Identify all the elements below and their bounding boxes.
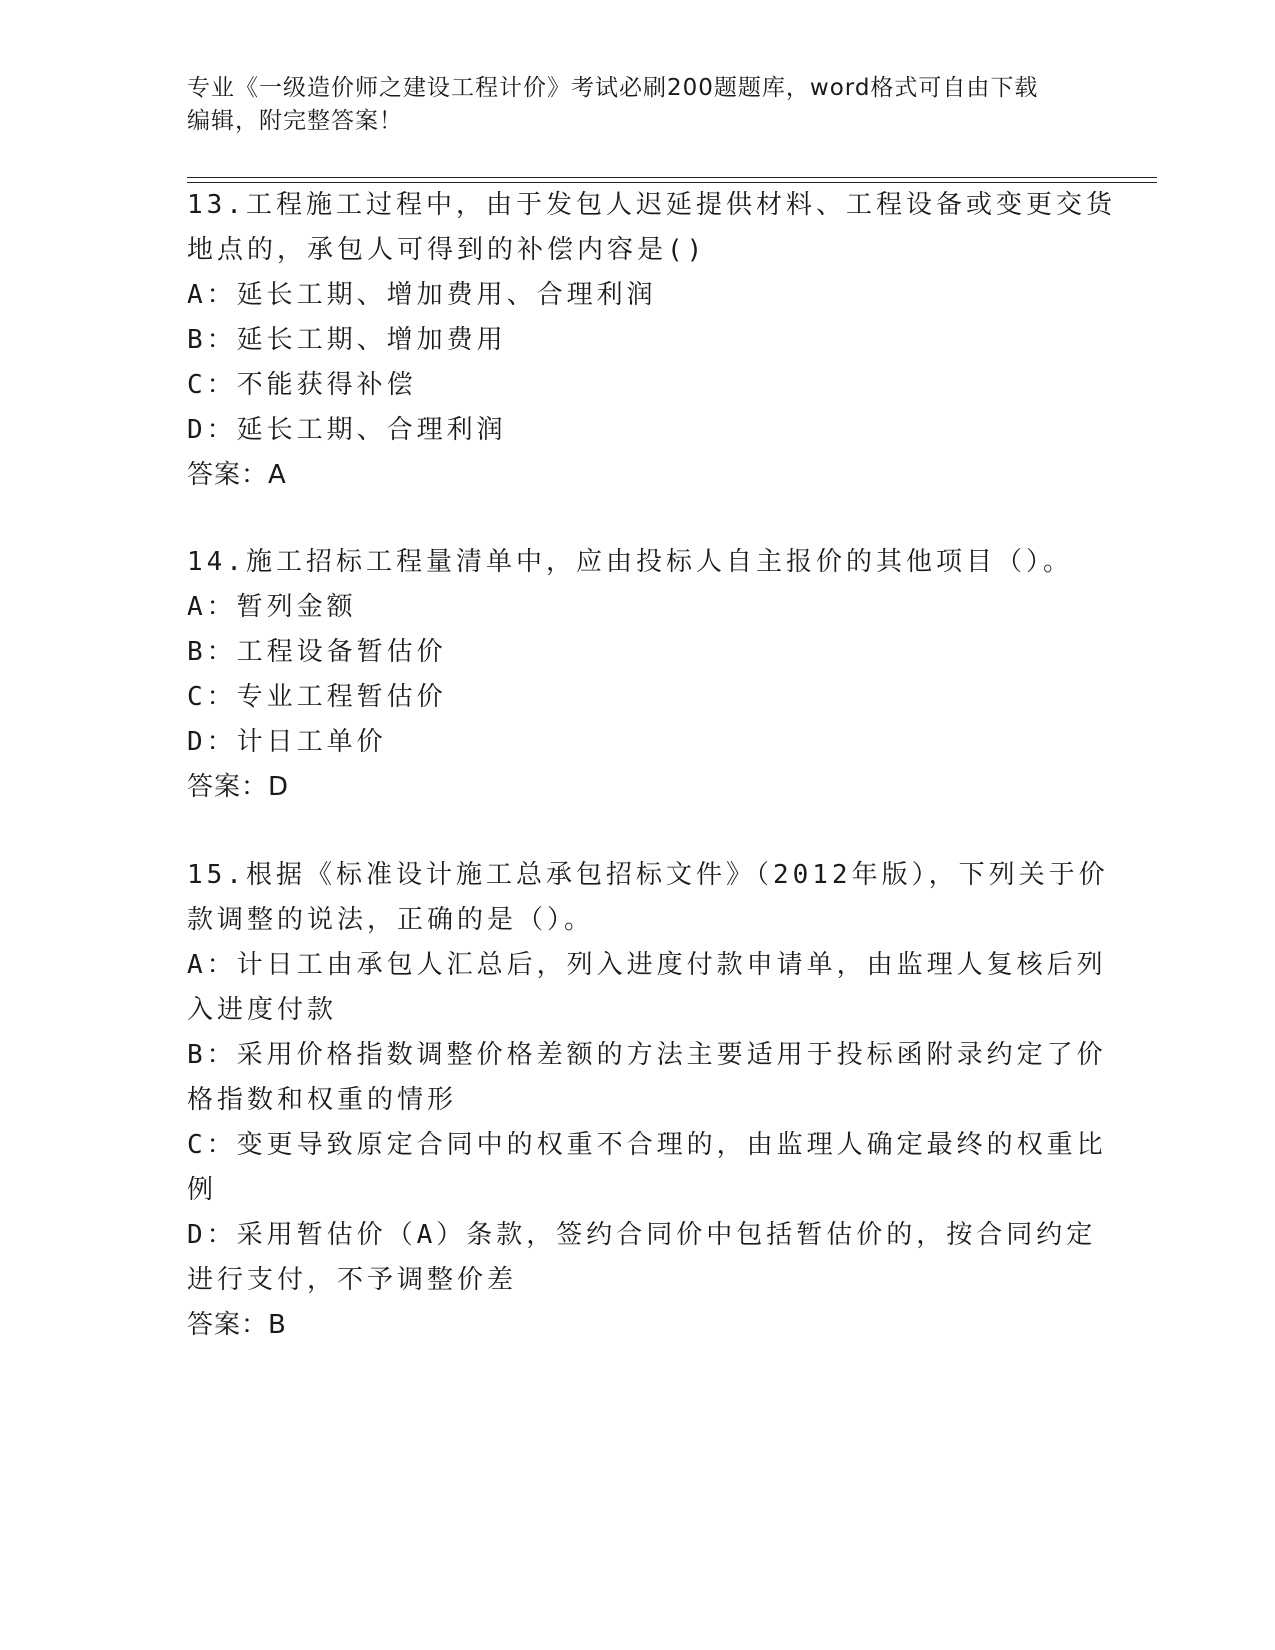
option-d-continued: 进行支付，不予调整价差 (187, 1265, 518, 1295)
option-a: A：暂列金额 (187, 592, 357, 622)
question-stem-line: 14.施工招标工程量清单中，应由投标人自主报价的其他项目（）。 (187, 547, 1073, 577)
header-line-1: 专业《一级造价师之建设工程计价》考试必刷200题题库，word格式可自由下载 (187, 75, 1039, 101)
option-d: D：延长工期、合理利润 (187, 415, 507, 445)
option-d: D：计日工单价 (187, 727, 387, 757)
option-b-continued: 格指数和权重的情形 (187, 1085, 458, 1115)
option-b: B：工程设备暂估价 (187, 637, 447, 667)
question-15 (187, 853, 1109, 1348)
answer-label: 答案：A (187, 460, 287, 490)
option-d: D：采用暂估价（A）条款，签约合同价中包括暂估价的，按合同约定 (187, 1220, 1097, 1250)
option-b: B：延长工期、增加费用 (187, 325, 507, 355)
question-stem-line: 15.根据《标准设计施工总承包招标文件》（2012年版），下列关于价 (187, 860, 1109, 890)
header-line-2: 编辑，附完整答案！ (187, 108, 403, 134)
question-stem-line: 13.工程施工过程中，由于发包人迟延提供材料、工程设备或变更交货 (187, 190, 1116, 220)
question-14 (187, 540, 1087, 810)
question-stem-line: 款调整的说法，正确的是（）。 (187, 905, 595, 935)
option-b: B：采用价格指数调整价格差额的方法主要适用于投标函附录约定了价 (187, 1040, 1107, 1070)
option-a-continued: 入进度付款 (187, 995, 338, 1025)
option-c: C：专业工程暂估价 (187, 682, 447, 712)
question-13 (187, 183, 1116, 498)
answer-label: 答案：D (187, 772, 290, 802)
option-c: C：变更导致原定合同中的权重不合理的，由监理人确定最终的权重比 (187, 1130, 1107, 1160)
document-header (187, 72, 1067, 138)
option-c: C：不能获得补偿 (187, 370, 417, 400)
header-divider-top (187, 177, 1157, 178)
answer-label: 答案：B (187, 1310, 287, 1340)
option-a: A：计日工由承包人汇总后，列入进度付款申请单，由监理人复核后列 (187, 950, 1107, 980)
question-stem-line: 地点的，承包人可得到的补偿内容是() (187, 235, 707, 265)
option-a: A：延长工期、增加费用、合理利润 (187, 280, 657, 310)
option-c-continued: 例 (187, 1175, 218, 1205)
